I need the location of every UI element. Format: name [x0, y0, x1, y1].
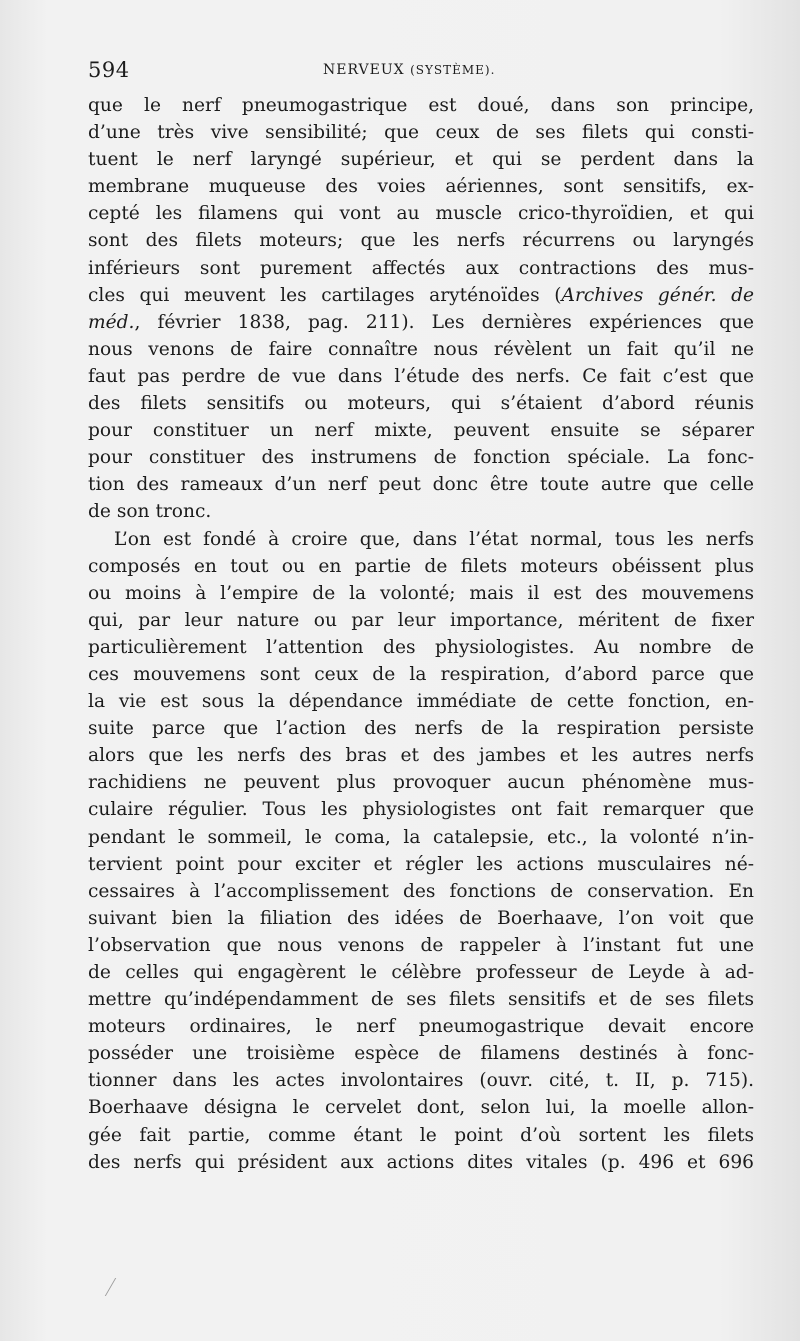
text-line: des filets sensitifs ou moteurs, qui s’étaient d’abord réunis	[88, 393, 754, 415]
text-line: particulièrement l’attention des physiologistes. Au nombre de	[88, 636, 754, 658]
text-line: pendant le sommeil, le coma, la catalepsie, etc., la volonté n’in-	[88, 826, 754, 848]
text-line: ou moins à l’empire de la volonté; mais il est des mouvemens	[88, 582, 754, 604]
text-line: composés en tout ou en partie de filets moteurs obéissent plus	[88, 555, 754, 577]
text-line: rachidiens ne peuvent plus provoquer aucun phénomène mus-	[88, 772, 754, 794]
running-head-paren: (SYSTÈME).	[410, 63, 496, 77]
text-line: des nerfs qui président aux actions dites vitales (p. 496 et 696	[88, 1151, 754, 1173]
text-line: faut pas perdre de vue dans l’étude des nerfs. Ce fait c’est que	[88, 365, 754, 387]
text-line: pour constituer des instrumens de fonction spéciale. La fonc-	[88, 447, 754, 469]
text-line: cessaires à l’accomplissement des fonctions de conservation. En	[88, 880, 754, 902]
text-line: membrane muqueuse des voies aériennes, sont sensitifs, ex-	[88, 176, 754, 198]
text-line: la vie est sous la dépendance immédiate de cette fonction, en-	[88, 691, 754, 713]
text-line: que le nerf pneumogastrique est doué, dans son principe,	[88, 95, 754, 116]
body-text	[88, 92, 754, 1176]
text-line: alors que les nerfs des bras et des jambes et les autres nerfs	[88, 745, 754, 767]
citation-title: méd.	[88, 311, 135, 333]
page-header	[88, 58, 778, 88]
text-line: posséder une troisième espèce de filamens destinés à fonc-	[88, 1043, 754, 1065]
text-line: tuent le nerf laryngé supérieur, et qui se perdent dans la	[88, 149, 754, 171]
text-line: pour constituer un nerf mixte, peuvent ensuite se séparer	[88, 420, 754, 442]
citation-title: Archives génér. de	[561, 284, 755, 306]
text-run: , février 1838, pag. 211). Les dernières expériences que	[134, 311, 754, 333]
text-line: l’observation que nous venons de rappeler à l’instant fut une	[88, 934, 754, 956]
text-line-with-citation	[88, 309, 754, 336]
text-run: cles qui meuvent les cartilages aryténoïdes (	[88, 284, 562, 306]
text-line: moteurs ordinaires, le nerf pneumogastrique devait encore	[88, 1016, 754, 1038]
text-line: sont des filets moteurs; que les nerfs récurrens ou laryngés	[88, 230, 754, 252]
text-line: inférieurs sont purement affectés aux contractions des mus-	[88, 257, 754, 279]
paragraph-start-line: L’on est fondé à croire que, dans l’état normal, tous les nerfs	[114, 528, 754, 550]
text-line-with-citation	[88, 282, 754, 309]
text-line: mettre qu’indépendamment de ses filets sensitifs et de ses filets	[88, 989, 754, 1011]
running-head	[323, 62, 495, 78]
text-line: Boerhaave désigna le cervelet dont, selon lui, la moelle allon-	[88, 1097, 754, 1119]
text-line: suivant bien la filiation des idées de Boerhaave, l’on voit que	[88, 907, 754, 929]
text-line: culaire régulier. Tous les physiologistes ont fait remarquer que	[88, 799, 754, 821]
text-line: d’une très vive sensibilité; que ceux de ses filets qui consti-	[88, 122, 754, 144]
text-line: tionner dans les actes involontaires (ouvr. cité, t. II, p. 715).	[88, 1070, 754, 1092]
text-line: tion des rameaux d’un nerf peut donc être toute autre que celle	[88, 474, 754, 496]
page-number: 594	[88, 58, 130, 82]
text-line: cepté les filamens qui vont au muscle crico-thyroïdien, et qui	[88, 203, 754, 225]
text-line: nous venons de faire connaître nous révèlent un fait qu’il ne	[88, 338, 754, 360]
text-line: suite parce que l’action des nerfs de la respiration persiste	[88, 718, 754, 740]
running-head-main: NERVEUX	[323, 62, 405, 78]
pencil-mark	[105, 1278, 130, 1296]
text-line: gée fait partie, comme étant le point d’où sortent les filets	[88, 1124, 754, 1146]
text-line: de celles qui engagèrent le célèbre professeur de Leyde à ad-	[88, 962, 754, 983]
text-line: ces mouvemens sont ceux de la respiration, d’abord parce que	[88, 663, 754, 685]
paragraph-end-line: de son tronc.	[88, 501, 212, 523]
text-line: tervient point pour exciter et régler les actions musculaires né-	[88, 853, 754, 875]
text-line: qui, par leur nature ou par leur importance, méritent de fixer	[88, 609, 754, 631]
